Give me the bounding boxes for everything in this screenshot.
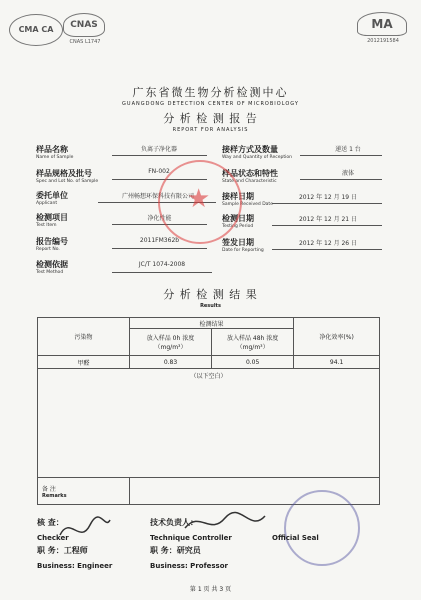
blue-official-seal (284, 490, 360, 566)
field-applicant: 委托单位 Applicant (36, 190, 68, 206)
value-spec: FN-002 (148, 168, 170, 175)
header-init: 放入样品 0h 浓度 （mg/m³） (129, 329, 211, 356)
header-rate: 净化效率(%) (294, 318, 380, 356)
checker-signature (55, 510, 115, 550)
red-official-stamp (158, 160, 242, 244)
header-group: 检测结果 (129, 318, 293, 329)
professor-label-cn: 职 务：研究员 (150, 545, 201, 555)
value-testing-period: 2012 年 12 月 21 日 (298, 216, 358, 223)
underline (272, 249, 382, 250)
cell-init: 0.83 (129, 356, 211, 369)
underline (300, 155, 382, 156)
field-spec: 样品规格及批号 Spec and Lot No. of Sample (36, 168, 99, 184)
cnas-logo: CNAS CNAS L1747 (63, 13, 107, 49)
underline (112, 272, 212, 273)
underline (272, 225, 382, 226)
underline (300, 179, 382, 180)
field-report-no: 报告编号 Report No. (36, 236, 68, 252)
field-reporting: 签发日期 Date for Reporting (222, 237, 264, 253)
value-reporting: 2012 年 12 月 26 日 (298, 240, 358, 247)
header-pollutant: 污染物 (38, 318, 130, 356)
value-state: 液体 (341, 170, 354, 177)
field-method: 检测依据 Test Method (36, 259, 68, 275)
center-title-cn: 广东省微生物分析检测中心 (132, 86, 289, 99)
engineer-label-en: Business: Engineer (37, 562, 113, 570)
star-icon: ★ (187, 184, 211, 214)
cmaca-logo: CMA CA (9, 14, 63, 46)
cell-rate: 94.1 (294, 356, 380, 369)
field-state: 样品状态和特性 State and Characteristic (222, 168, 278, 184)
report-title-en: REPORT FOR ANALYSIS (172, 127, 249, 133)
field-item: 检测项目 Test Item (36, 212, 68, 228)
underline (112, 248, 207, 249)
field-sample-name: 样品名称 Name of Sample (36, 144, 74, 160)
page-number: 第 1 页 共 3 页 (189, 586, 232, 593)
engineer-label-cn: 职 务：工程师 (37, 545, 88, 555)
results-title-cn: 分 析 检 测 结 果 (163, 288, 258, 301)
checker-label-en: Checker (37, 534, 69, 542)
results-title-en: Results (200, 303, 221, 309)
controller-label-cn: 技术负责人： (150, 517, 198, 527)
value-report-no: 2011FM362b (139, 237, 180, 244)
blank-area: （以下空白） (38, 369, 380, 478)
value-way-qty: 递送 1 台 (335, 146, 361, 153)
remarks-label: 备 注 Remarks (38, 478, 130, 505)
value-received: 2012 年 12 月 19 日 (298, 194, 358, 201)
ma-logo: MA 2012191584 (357, 12, 409, 50)
value-method: JC/T 1074-2008 (138, 261, 186, 268)
table-row (38, 356, 380, 369)
value-applicant: 广州畅想环保科技有限公司 (121, 193, 194, 200)
field-way-qty: 接样方式及数量 Way and Quantity of Reception (222, 144, 292, 160)
field-testing-period: 检测日期 Testing Period (222, 213, 254, 229)
center-title-en: GUANGDONG DETECTION CENTER OF MICROBIOLOGY (122, 101, 299, 107)
controller-signature (180, 508, 270, 538)
checker-label-cn: 核 查： (37, 517, 64, 527)
header-after: 放入样品 48h 浓度 （mg/m³） (212, 329, 294, 356)
results-table (37, 317, 380, 505)
value-sample-name: 负离子净化器 (140, 146, 177, 153)
report-title-cn: 分 析 检 测 报 告 (163, 112, 258, 125)
value-item: 净化性能 (147, 215, 172, 222)
controller-label-en: Technique Controller (150, 534, 232, 542)
field-received: 接样日期 Sample Received Date (222, 191, 273, 207)
official-seal-label: Official Seal (272, 534, 319, 542)
cell-after: 0.05 (212, 356, 294, 369)
underline (272, 203, 382, 204)
underline (112, 155, 207, 156)
professor-label-en: Business: Professor (150, 562, 228, 570)
cell-name: 甲醛 (38, 356, 130, 369)
